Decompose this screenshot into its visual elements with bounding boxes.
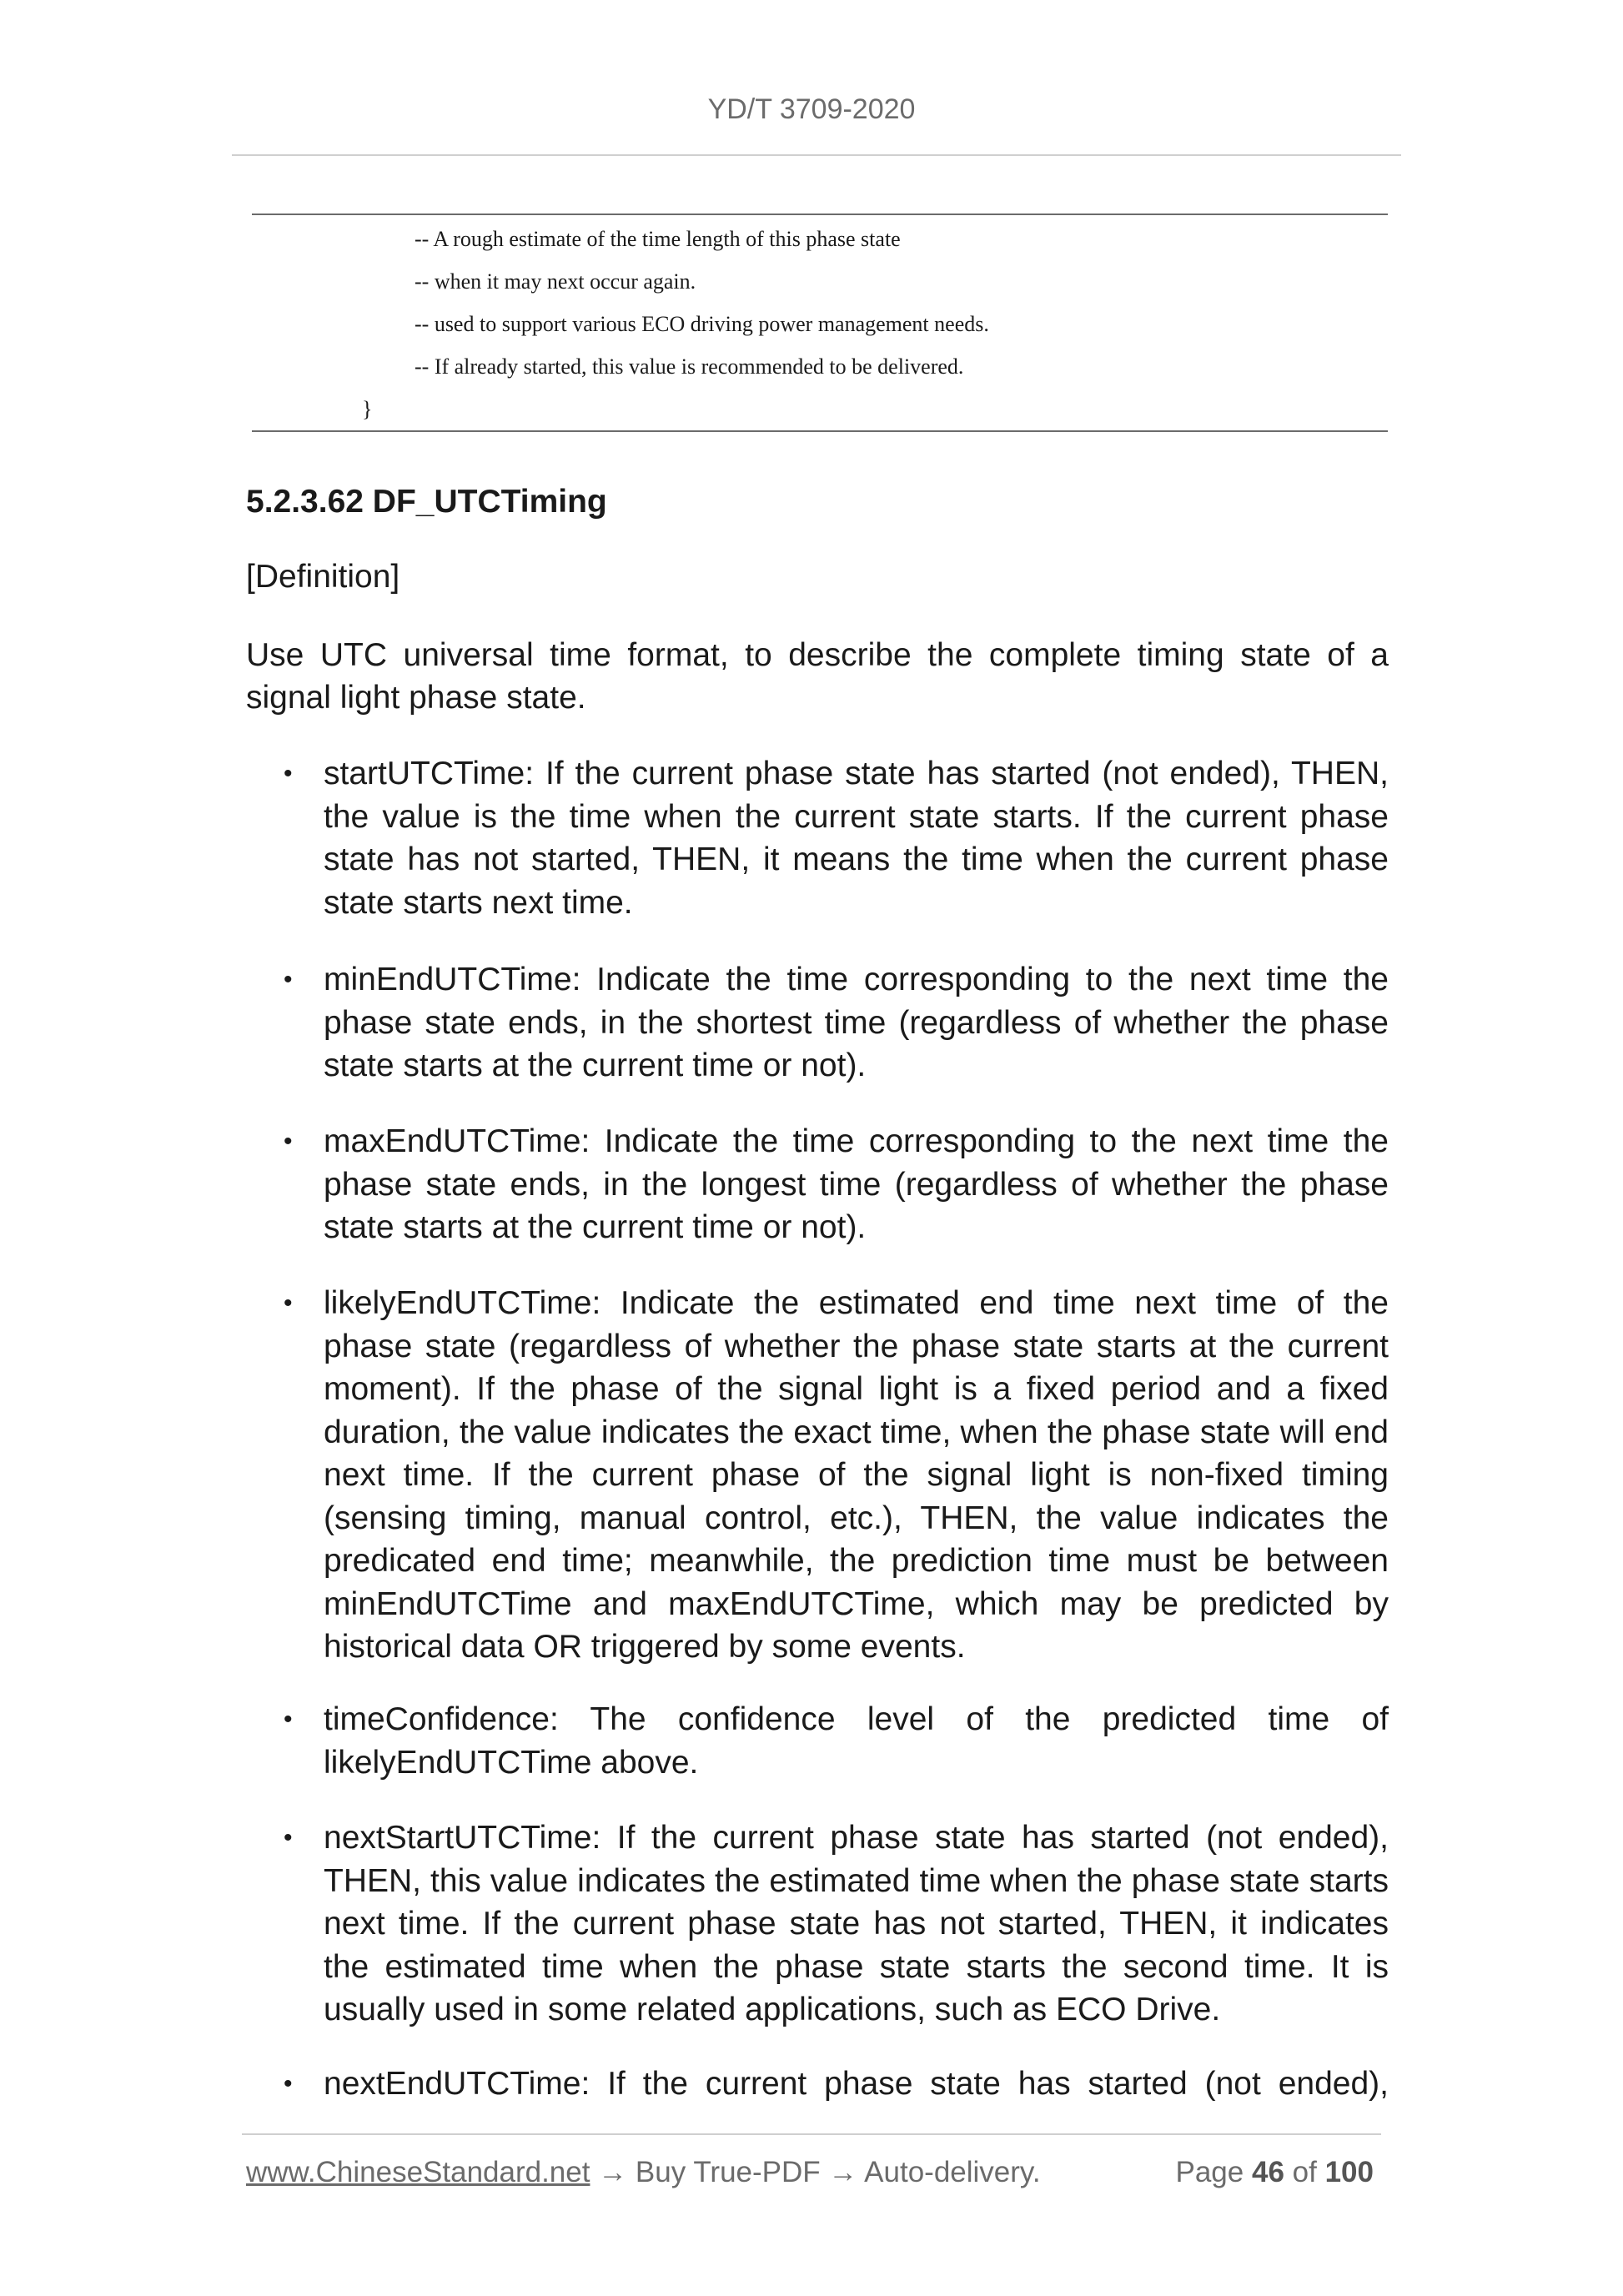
list-item — [284, 2062, 1389, 2106]
bullet-icon: • — [284, 1706, 293, 1733]
code-closing-brace: } — [362, 397, 373, 421]
list-item-text: timeConfidence: The confidence level of the predicted time of likelyEndUTCTime above. — [324, 1701, 1389, 1781]
list-item-text: likelyEndUTCTime: Indicate the estimated end time next time of the phase state (regardless of whether the phase state starts at the current moment). If the phase of the signal light is a fixed period and a fixed duration, the value indicates the exact time, when the phase state will end next time. If the current phase of the signal light is non-fixed timing (sensing timing, manual control, etc.), THEN, the value indicates the predicated end time; meanwhile, the prediction time must be between minEndUTCTime and maxEndUTCTime, which may be predicted by historical data OR triggered by some events. — [324, 1285, 1389, 1665]
bullet-icon: • — [284, 1289, 293, 1317]
list-item — [284, 752, 1389, 924]
list-item-text: minEndUTCTime: Indicate the time corresponding to the next time the phase state ends, in the shortest time (regardless of whether the phase state starts at the current time or not). — [324, 962, 1389, 1083]
total-pages: 100 — [1324, 2156, 1374, 2188]
list-item — [284, 1698, 1389, 1784]
bullet-icon: • — [284, 966, 293, 993]
of-label: of — [1292, 2156, 1317, 2188]
list-item-text: startUTCTime: If the current phase state has started (not ended), THEN, the value is the time when the current state starts. If the current phase state has not started, THEN, it means the time when the current phase state starts next time. — [324, 756, 1389, 921]
section-intro: Use UTC universal time format, to describe the complete timing state of a signal light phase state. — [246, 637, 1389, 716]
code-comment-line: -- A rough estimate of the time length of this phase state — [415, 227, 901, 251]
list-item — [284, 1282, 1389, 1669]
definition-label: [Definition] — [246, 559, 400, 595]
code-comment-line: -- If already started, this value is recommended to be delivered. — [415, 354, 964, 379]
website-link[interactable]: www.ChineseStandard.net — [246, 2156, 590, 2188]
list-item — [284, 1816, 1389, 2032]
asn-code-block — [252, 214, 1388, 432]
page-footer — [246, 2156, 1380, 2189]
bullet-icon: • — [284, 1128, 293, 1155]
page-number: 46 — [1251, 2156, 1284, 2188]
page-indicator — [1176, 2156, 1374, 2189]
code-comment-line: -- used to support various ECO driving power management needs. — [415, 312, 989, 336]
document-id-header: YD/T 3709-2020 — [707, 93, 916, 125]
list-item — [284, 1120, 1389, 1249]
code-comment-line: -- when it may next occur again. — [415, 269, 696, 294]
list-item-text: nextEndUTCTime: If the current phase state has started (not ended), — [324, 2066, 1389, 2102]
section-title: 5.2.3.62 DF_UTCTiming — [246, 484, 607, 520]
buy-note: → Buy True-PDF → Auto-delivery. — [598, 2156, 1041, 2188]
page-label: Page — [1175, 2156, 1244, 2188]
bullet-icon: • — [284, 760, 293, 787]
footer-divider — [242, 2133, 1381, 2135]
list-item-text: nextStartUTCTime: If the current phase state has started (not ended), THEN, this value indicates the estimated time when the phase state starts next time. If the current phase state has not started, THEN, it indicates the estimated time when the phase state starts the second time. It is usually used in some related applications, such as ECO Drive. — [324, 1820, 1389, 2027]
bullet-icon: • — [284, 2070, 293, 2098]
list-item-text: maxEndUTCTime: Indicate the time corresponding to the next time the phase state ends, in the longest time (regardless of whether the phase state starts at the current time or not). — [324, 1123, 1389, 1245]
list-item — [284, 958, 1389, 1088]
bullet-icon: • — [284, 1824, 293, 1851]
header-divider — [232, 154, 1401, 156]
